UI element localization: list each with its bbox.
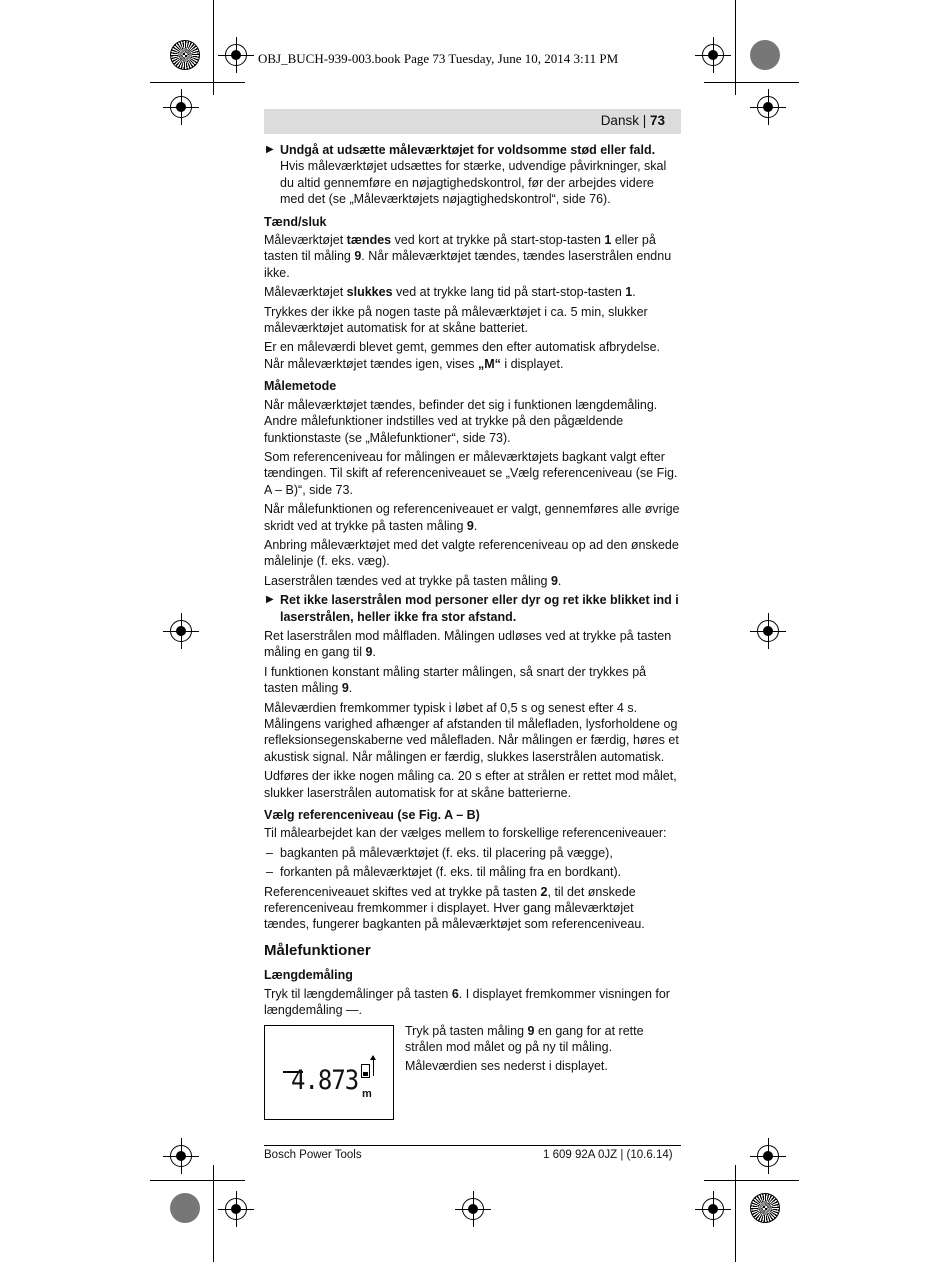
section-heading: Vælg referenceniveau (se Fig. A – B) [264, 808, 480, 823]
registration-mark-icon [225, 44, 247, 66]
header-text [601, 113, 665, 128]
arrow-up-icon [373, 1056, 374, 1076]
footer-brand: Bosch Power Tools [264, 1149, 362, 1161]
reference-level-icon [361, 1064, 370, 1078]
section-heading: Tænd/sluk [264, 214, 327, 229]
display-value: 4.873 [291, 1064, 359, 1095]
paragraph: Måleværdien ses nederst i displayet. [405, 1059, 608, 1074]
page-number: 73 [649, 113, 665, 128]
registration-mark-icon [462, 1198, 484, 1220]
grey-patch-icon [750, 40, 780, 70]
figure-row [264, 1025, 681, 1125]
registration-mark-icon [702, 1198, 724, 1220]
warning-paragraph: ▶ Undgå at udsætte måleværktøjet for voldsomme stød eller fald. Hvis måleværktøjet udsættes for stærke, udvendige påvirkninger, skal du altid gennemføre en nøjagtighedskontrol, før der arbejdes videre med det (se „Måleværktøjets nøjagtighedskontrol“, side 76). [266, 143, 667, 207]
paragraph: Laserstrålen tændes ved at trykke på tasten måling 9. [264, 573, 562, 588]
registration-mark-icon [170, 620, 192, 642]
footer-doc-number: 1 609 92A 0JZ | (10.6.14) [543, 1149, 673, 1161]
registration-mark-icon [702, 44, 724, 66]
paragraph: Som referenceniveau for målingen er måleværktøjets bagkant valgt efter tændingen. Til skift af referenceniveauet se „Vælg referenceniveau (se Fig. A – B)“, side 73. [264, 449, 678, 497]
display-unit: m [362, 1087, 372, 1100]
triangle-right-icon: ▶ [266, 144, 274, 155]
paragraph: Når målefunktionen og referenceniveauet er valgt, gennemføres alle øvrige skridt ved at trykke på tasten måling 9. [264, 502, 680, 533]
registration-mark-icon [757, 1145, 779, 1167]
header-separator: | [638, 113, 650, 128]
paragraph: Måleværdien fremkommer typisk i løbet af 0,5 s og senest efter 4 s. Målingens varighed afhænger af afstanden til målefladen, lysforholdene og refleksionsegenskaberne ved målefladen. Når målingen er færdig, høres et akustisk signal. Når målingen er færdig, slukkes laserstrålen automatisk. [264, 700, 679, 764]
paragraph: Tryk på tasten måling 9 en gang for at rette strålen mod målet og på ny til måling. [405, 1023, 644, 1054]
paragraph: I funktionen konstant måling starter målingen, så snart der trykkes på tasten måling 9. [264, 664, 647, 696]
paragraph: Når måleværktøjet tændes, befinder det sig i funktionen længdemåling. Andre målefunktioner indstilles ved at trykke på den pågældende funktionstaste (se „Målefunktioner“, side 73). [264, 397, 658, 445]
grey-patch-icon [170, 1193, 200, 1223]
page-body [264, 142, 681, 1125]
paragraph: Ret laserstrålen mod målfladen. Målingen udløses ved at trykke på tasten måling en gang til 9. [264, 628, 672, 660]
book-info: OBJ_BUCH-939-003.book Page 73 Tuesday, June 10, 2014 3:11 PM [258, 51, 619, 66]
display-illustration [264, 1025, 394, 1120]
triangle-right-icon: ▶ [266, 594, 274, 606]
paragraph: Anbring måleværktøjet med det valgte referenceniveau op ad den ønskede målelinje (f. eks. væg). [264, 537, 679, 569]
color-bar-star-icon [750, 1193, 780, 1223]
list-item: – forkanten på måleværktøjet (f. eks. til måling fra en bordkant). [266, 865, 622, 880]
list-item: – bagkanten på måleværktøjet (f. eks. til placering på vægge), [266, 845, 613, 860]
chapter-heading: Målefunktioner [264, 941, 371, 959]
paragraph: Udføres der ikke nogen måling ca. 20 s efter at strålen er rettet mod målet, slukker laserstrålen automatisk for at skåne batterierne. [264, 769, 677, 800]
paragraph: Trykkes der ikke på nogen taste på måleværktøjet i ca. 5 min, slukker måleværktøjet automatisk for at skåne batteriet. [264, 304, 648, 336]
paragraph: Måleværktøjet slukkes ved at trykke lang tid på start-stop-tasten 1. [264, 285, 636, 300]
header-language: Dansk [600, 113, 639, 128]
registration-mark-icon [170, 1145, 192, 1167]
section-heading: Målemetode [264, 379, 337, 394]
figure-text [405, 1023, 681, 1078]
paragraph: Måleværktøjet tændes ved kort at trykke på start-stop-tasten 1 eller på tasten til måling 9. Når måleværktøjet tændes, tændes laserstrålen endnu ikke. [264, 233, 672, 280]
warning-paragraph: ▶ Ret ikke laserstrålen mod personer eller dyr og ret ikke blikket ind i laserstrålen, heller ikke fra stor afstand. [266, 593, 679, 624]
registration-mark-icon [225, 1198, 247, 1220]
registration-mark-icon [170, 96, 192, 118]
paragraph: Er en måleværdi blevet gemt, gemmes den efter automatisk afbrydelse. Når måleværktøjet tændes igen, vises „M“ i displayet. [264, 340, 661, 371]
paragraph: Referenceniveauet skiftes ved at trykke på tasten 2, til det ønskede referenceniveau fremkommer i displayet. Hver gang måleværktøjet tændes, fungerer bagkanten på måleværktøjet som referenceniveau. [264, 884, 645, 932]
length-symbol: — [346, 1003, 359, 1018]
paragraph: Til målearbejdet kan der vælges mellem to forskellige referenceniveauer: [264, 826, 667, 841]
footer-divider [264, 1145, 681, 1146]
section-heading: Længdemåling [264, 968, 353, 983]
page-header [264, 109, 681, 134]
registration-mark-icon [757, 620, 779, 642]
color-bar-star-icon [170, 40, 200, 70]
paragraph: Tryk til længdemålinger på tasten 6. I displayet fremkommer visningen for længdemåling —. [264, 986, 670, 1018]
registration-mark-icon [757, 96, 779, 118]
